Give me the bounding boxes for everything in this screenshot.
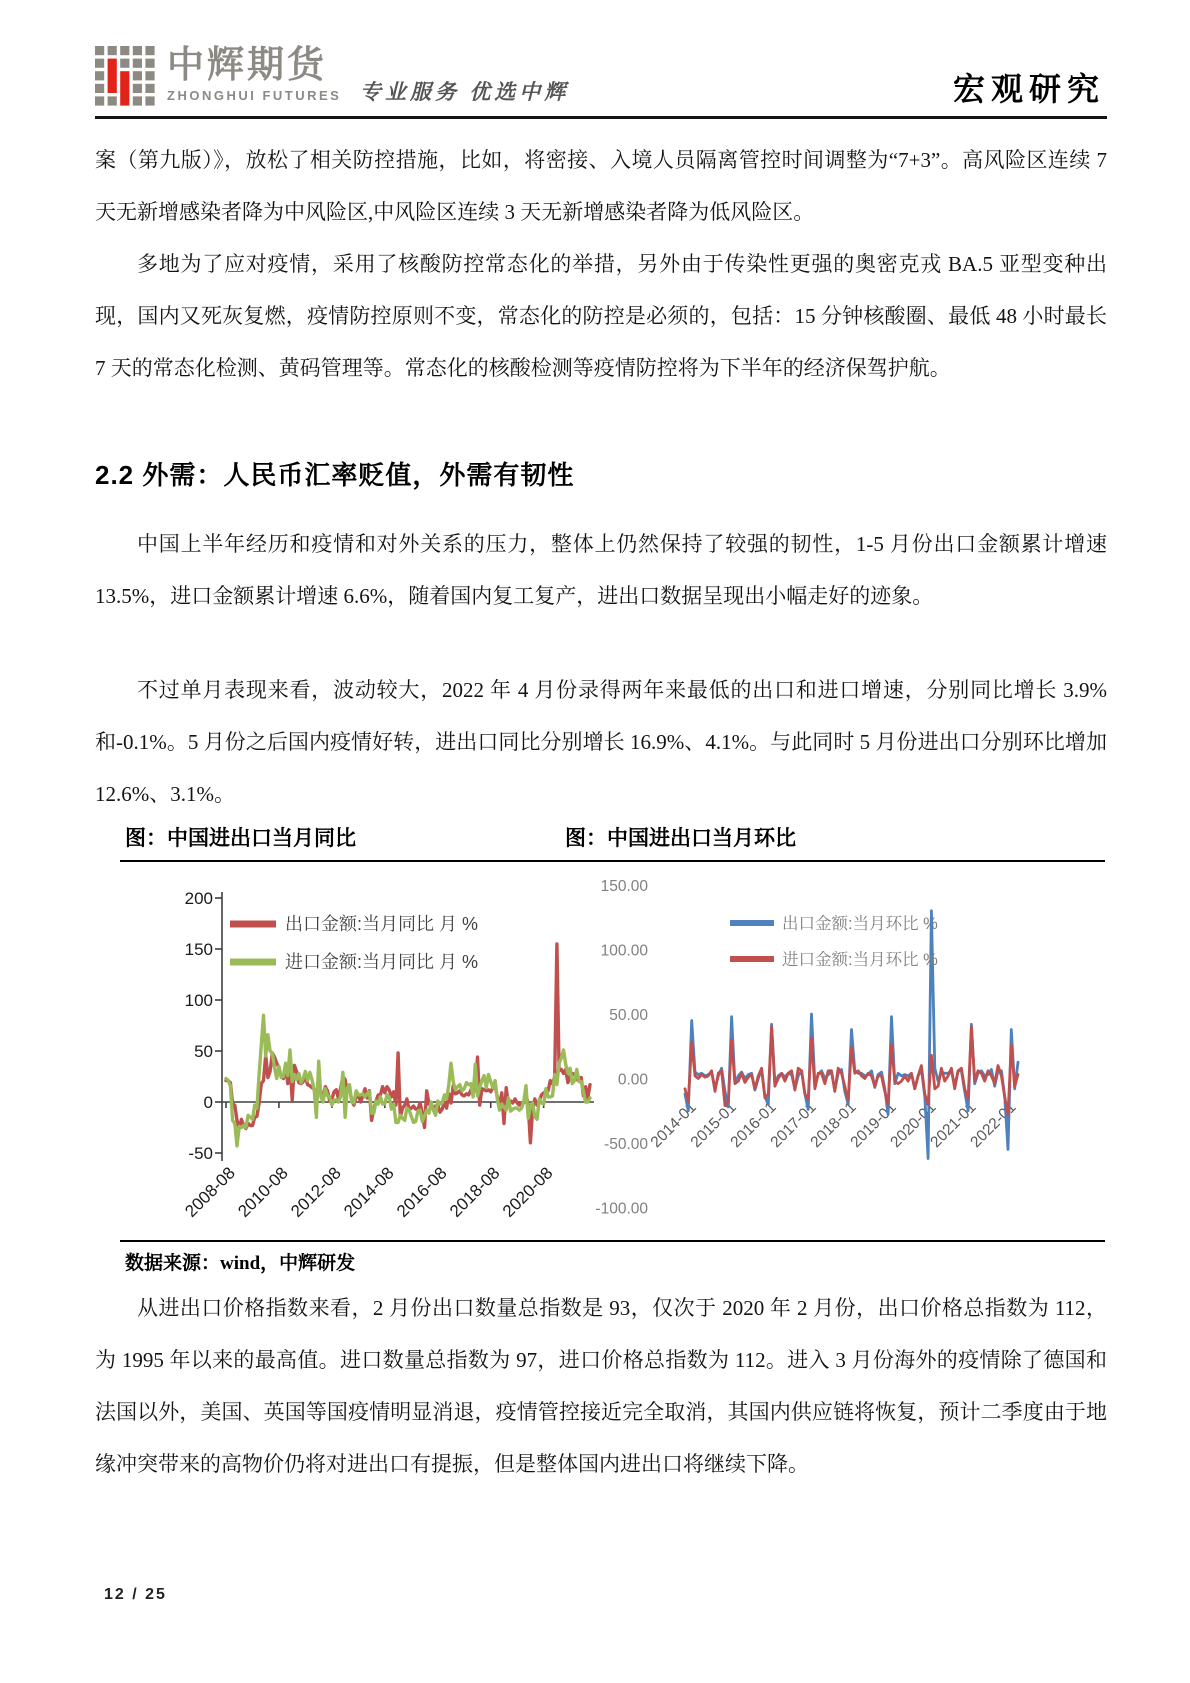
y-axis-label: 150 (184, 940, 213, 959)
y-axis-label: 50 (194, 1042, 213, 1061)
paragraph-covid-normalization: 多地为了应对疫情，采用了核酸防控常态化的举措，另外由于传染性更强的奥密克戎 BA.5 亚型变种出现，国内又死灰复燃，疫情防控原则不变，常态化的防控是必须的，包括：15 分钟核酸圈、最低 48 小时最长 7 天的常态化检测、黄码管理等。常态化的核酸检测等疫情防控将为下半年的经济保驾护航。 (95, 252, 1107, 380)
x-axis-label: 2018-01 (807, 1098, 860, 1152)
logo-company-name: 中辉期货 (167, 44, 327, 85)
legend-label: 出口金额:当月同比 月 % (285, 914, 479, 934)
x-axis-label: 2014-01 (647, 1098, 700, 1152)
x-axis-label: 2021-01 (927, 1098, 980, 1152)
x-axis-label: 2012-08 (287, 1163, 345, 1221)
data-source-note: 数据来源：wind，中辉研发 (125, 1253, 356, 1274)
y-axis-label: -100.00 (595, 1200, 648, 1218)
chart-title-mom: 图：中国进出口当月环比 (565, 826, 796, 850)
y-axis-label: 100.00 (600, 942, 648, 960)
x-axis-label: 2019-01 (847, 1098, 900, 1152)
y-axis-label: 0 (203, 1093, 213, 1112)
y-axis-label: 150.00 (600, 878, 648, 895)
legend-label: 进口金额:当月环比 % (782, 951, 938, 969)
x-axis-label: 2008-08 (181, 1163, 239, 1221)
header-divider (95, 116, 1107, 119)
y-axis-label: 50.00 (609, 1007, 648, 1024)
x-axis-label: 2016-08 (393, 1163, 451, 1221)
paragraph-price-indices: 从进出口价格指数来看，2 月份出口数量总指数是 93，仅次于 2020 年 2 月份，出口价格总指数为 112，为 1995 年以来的最高值。进口数量总指数为 97，进口价格总指数为 112。进入 3 月份海外的疫情除了德国和法国以外，美国、英国等国疫情明显消退，疫情管控接近完全取消，其国内供应链将恢复，预计二季度由于地缘冲突带来的高物价仍将对进出口有提振，但是整体国内进出口将继续下降。 (95, 1296, 1107, 1476)
x-axis-label: 2014-08 (340, 1163, 398, 1221)
x-axis-label: 2016-01 (727, 1098, 780, 1152)
x-axis-label: 2020-01 (887, 1098, 940, 1152)
y-axis-label: 100 (184, 991, 213, 1010)
company-slogan: 专业服务 优选中辉 (360, 80, 570, 104)
x-axis-label: 2017-01 (767, 1098, 820, 1152)
trade-charts-figure (120, 860, 1105, 1242)
logo-grid-icon (95, 46, 157, 108)
section-heading-2-2: 2.2 外需：人民币汇率贬值，外需有韧性 (95, 460, 575, 490)
chart-line-1 (226, 1015, 590, 1146)
company-logo (95, 46, 341, 108)
legend-label: 进口金额:当月同比 月 % (285, 952, 479, 972)
y-axis-label: 0.00 (617, 1071, 648, 1089)
page-number: 12 / 25 (104, 1586, 167, 1603)
x-axis-label: 2015-01 (687, 1098, 740, 1152)
y-axis-label: 200 (184, 889, 213, 908)
x-axis-label: 2010-08 (234, 1163, 292, 1221)
legend-label: 出口金额:当月环比 % (782, 915, 938, 933)
x-axis-label: 2018-08 (445, 1163, 504, 1221)
chart-imports-exports-yoy (125, 868, 620, 1236)
logo-company-name-en: ZHONGHUI FUTURES (167, 88, 342, 103)
chart-imports-exports-mom (585, 862, 1105, 1240)
paragraph-continuation: 案（第九版）》，放松了相关防控措施，比如，将密接、入境人员隔离管控时间调整为“7+3”。高风险区连续 7 天无新增感染者降为中风险区,中风险区连续 3 天无新增感染者降为低风险区。 (95, 148, 1107, 224)
chart-title-yoy: 图：中国进出口当月同比 (125, 826, 356, 850)
x-axis-label: 2020-08 (498, 1163, 557, 1221)
y-axis-label: -50 (188, 1144, 213, 1163)
report-category-title: 宏观研究 (952, 71, 1105, 107)
paragraph-trade-resilience: 中国上半年经历和疫情和对外关系的压力，整体上仍然保持了较强的韧性，1-5 月份出口金额累计增速 13.5%，进口金额累计增速 6.6%，随着国内复工复产，进出口数据呈现出小幅走好的迹象。 (95, 532, 1107, 608)
paragraph-monthly-trade: 不过单月表现来看，波动较大，2022 年 4 月份录得两年来最低的出口和进口增速，分别同比增长 3.9%和-0.1%。5 月份之后国内疫情好转，进出口同比分别增长 16.9%、4.1%。与此同时 5 月份进出口分别环比增加 12.6%、3.1%。 (95, 678, 1107, 806)
x-axis-label: 2022-01 (967, 1098, 1020, 1152)
y-axis-label: -50.00 (604, 1136, 648, 1153)
